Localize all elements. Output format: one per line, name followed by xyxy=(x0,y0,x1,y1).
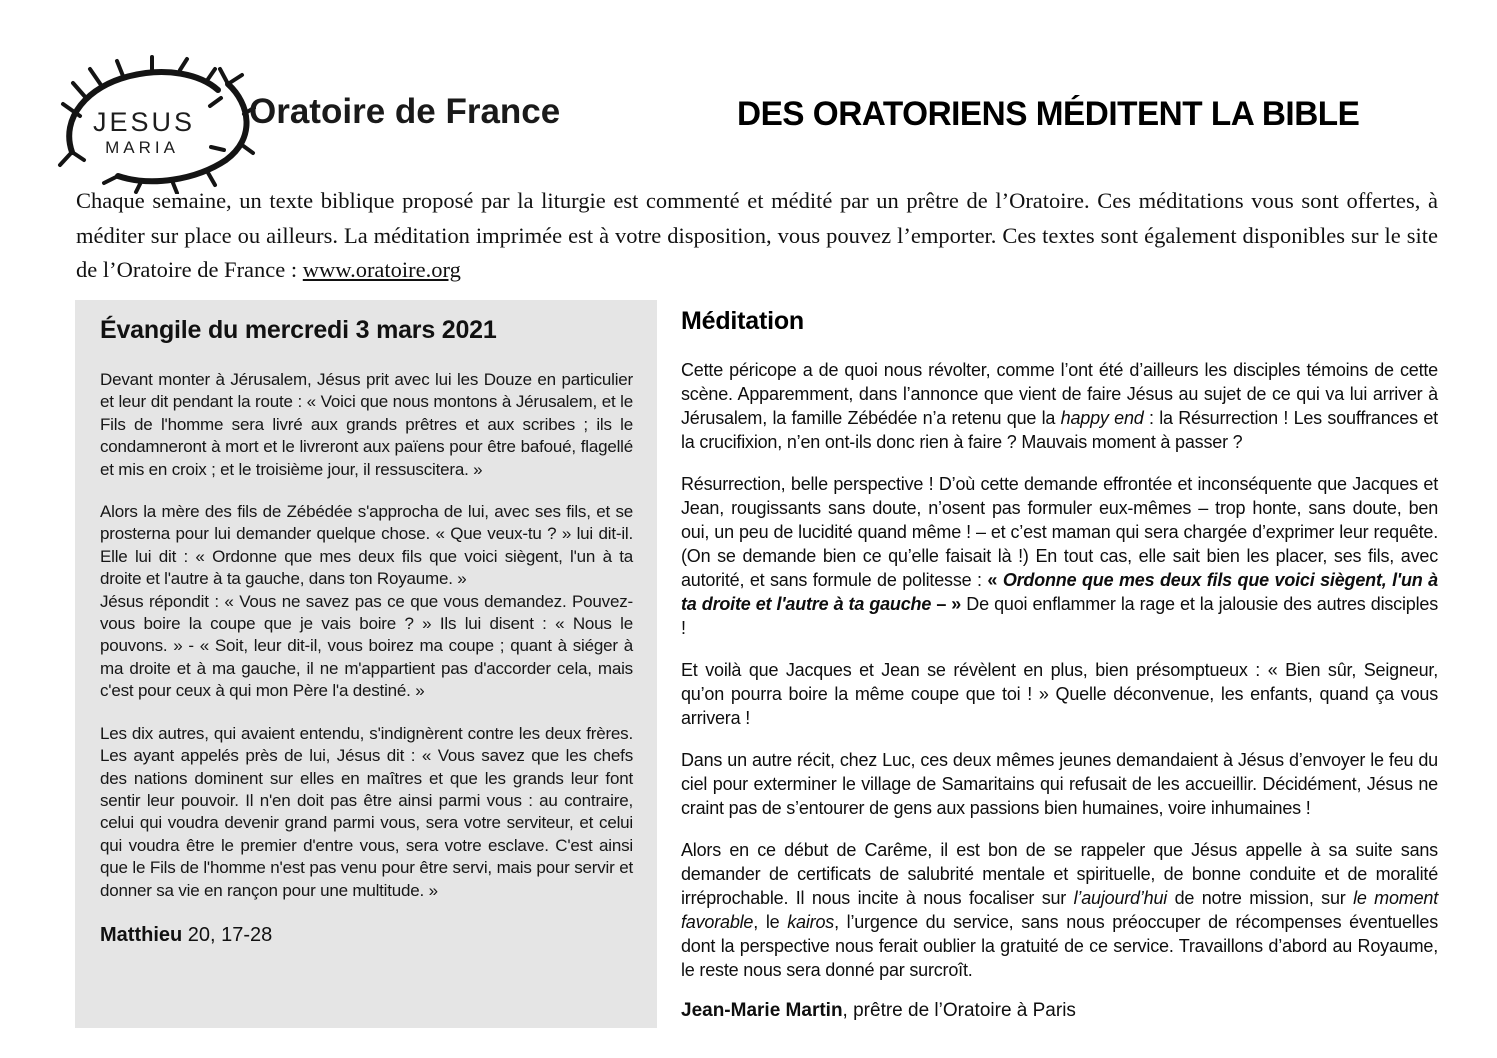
gospel-reference xyxy=(100,924,633,947)
logo-text-jesus: JESUS xyxy=(92,107,196,137)
gospel-reference-verses: 20, 17-28 xyxy=(182,923,273,946)
meditation-paragraph-1: Cette péricope a de quoi nous révolter, comme l’ont été d’ailleurs les disciples témoins de cette scène. Apparemment, dans l’annonce que vient de faire Jésus au sujet de ce qui va lui arriver à Jérusalem, la famille Zébédée n’a retenu que la happy end : la Résurrection ! Les souffrances et la crucifixion, n’en ont-ils donc rien à faire ? Mauvais moment à passer ? xyxy=(681,360,1438,452)
meditation-column xyxy=(681,307,1438,1022)
crown-of-thorns-icon xyxy=(56,54,256,194)
gospel-panel xyxy=(75,300,657,1028)
gospel-heading: Évangile du mercredi 3 mars 2021 xyxy=(100,316,497,344)
document-title: DES ORATORIENS MÉDITENT LA BIBLE xyxy=(737,95,1360,133)
oratoire-website-link[interactable]: www.oratoire.org xyxy=(302,257,461,282)
meditation-paragraph-3: Et voilà que Jacques et Jean se révèlent en plus, bien présomptueux : « Bien sûr, Seigneur, qu’on pourra boire la même coupe que toi ! » Quelle déconvenue, les enfants, quand ça vous arrivera ! xyxy=(681,660,1438,728)
gospel-reference-book: Matthieu xyxy=(100,923,183,946)
gospel-paragraph-4: Les dix autres, qui avaient entendu, s'indignèrent contre les deux frères. Les ayant appelés près de lui, Jésus dit : « Vous savez que les chefs des nations dominent sur elles en maîtres et que les grands leur font sentir leur pouvoir. Il n'en doit pas être ainsi parmi vous : au contraire, celui qui voudra devenir grand parmi vous, sera votre serviteur, et celui qui voudra être le premier d'entre vous, sera votre esclave. C'est ainsi que le Fils de l'homme n'est pas venu pour être servi, mais pour servir et donner sa vie en rançon pour une multitude. » xyxy=(100,723,633,900)
meditation-paragraph-4: Dans un autre récit, chez Luc, ces deux mêmes jeunes demandaient à Jésus d’envoyer le feu du ciel pour exterminer le village de Samaritains qui refusait de les accueillir. Décidément, Jésus ne craint pas de s’entourer de gens aux passions bien humaines, voire inhumaines ! xyxy=(681,750,1438,818)
logo-text-maria: MARIA xyxy=(105,138,179,157)
oratoire-logo xyxy=(56,54,256,194)
org-name-text: Oratoire de France xyxy=(249,92,561,131)
gospel-paragraph-3: Jésus répondit : « Vous ne savez pas ce que vous demandez. Pouvez-vous boire la coupe que je vais boire ? » Ils lui disent : « Nous le pouvons. » - « Soit, leur dit-il, vous boirez ma coupe ; quant à siéger à ma droite et à ma gauche, il ne m'appartient pas d'accorder cela, mais c'est pour ceux à qui mon Père l'a destiné. » xyxy=(100,591,633,701)
meditation-paragraph-5: Alors en ce début de Carême, il est bon de se rappeler que Jésus appelle à sa suite sans demander de certificats de salubrité mentale et spirituelle, de bonne conduite et de moralité irréprochable. Il nous incite à nous focaliser sur l’aujourd’hui de notre mission, sur le moment favorable, le kairos, l’urgence du service, sans nous préoccuper de récompenses éventuelles dont la perspective nous ferait oublier la gratuité de ce service. Travaillons d’abord au Royaume, le reste nous sera donné par surcroît. xyxy=(681,840,1439,980)
intro-paragraph xyxy=(76,184,1438,288)
gospel-paragraph-2: Alors la mère des fils de Zébédée s'approcha de lui, avec ses fils, et se prosterna pour lui demander quelque chose. « Que veux-tu ? » lui dit-il. Elle lui dit : « Ordonne que mes deux fils que voici siègent, l'un à ta droite et l'autre à ta gauche, dans ton Royaume. » xyxy=(100,502,633,589)
meditation-paragraph-2: Résurrection, belle perspective ! D’où cette demande effrontée et inconséquente que Jacques et Jean, rougissants sans doute, n’osent pas formuler eux-mêmes – trop honte, sans doute, ben oui, un peu de lucidité quand même ! – et c’est maman qui sera chargée d’exprimer leur requête. (On se demande bien ce qu’elle faisait là !) En tout cas, elle sait bien les placer, ses fils, avec autorité, et sans formule de politesse : « Ordonne que mes deux fils que voici siègent, l'un à ta droite et l'autre à ta gauche – » De quoi enflammer la rage et la jalousie des autres disciples ! xyxy=(681,474,1439,638)
gospel-paragraph-1: Devant monter à Jérusalem, Jésus prit avec lui les Douze en particulier et leur dit pendant la route : « Voici que nous montons à Jérusalem, et le Fils de l'homme sera livré aux grands prêtres et aux scribes ; ils le condamneront à mort et le livreront aux païens pour être bafoué, flagellé et mis en croix ; et le troisième jour, il ressuscitera. » xyxy=(100,370,633,479)
intro-text: Chaque semaine, un texte biblique proposé par la liturgie est commenté et médité par un prêtre de l’Oratoire. Ces méditations vous sont offertes, à méditer sur place ou ailleurs. La méditation imprimée est à votre disposition, vous pouvez l’emporter. Ces textes sont également disponibles sur le site de l’Oratoire de France : xyxy=(76,188,1438,282)
meditation-heading: Méditation xyxy=(681,307,804,335)
signature-line: Jean-Marie Martin, prêtre de l’Oratoire à Paris xyxy=(681,1000,1076,1021)
